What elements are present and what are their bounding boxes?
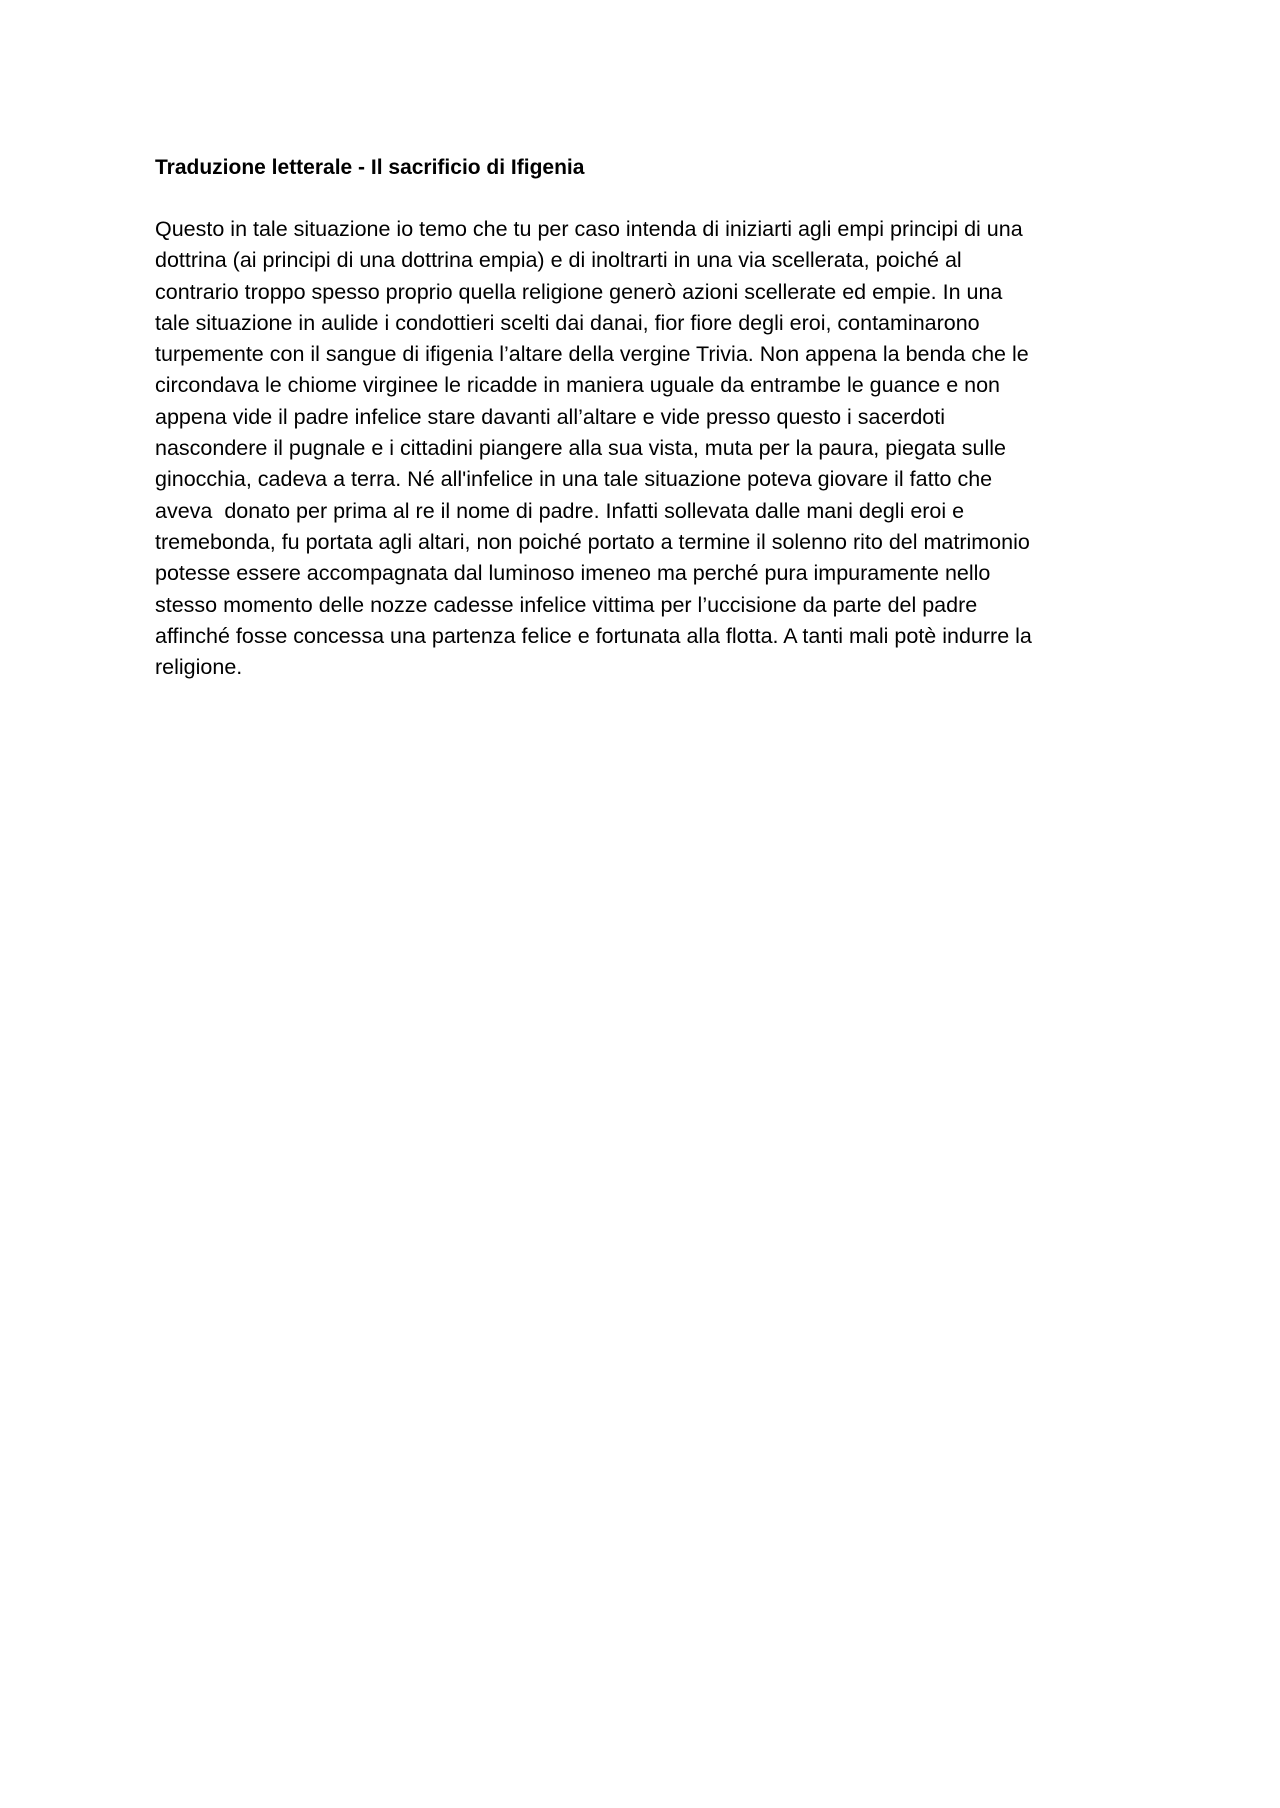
body-line: aveva donato per prima al re il nome di padre. Infatti sollevata dalle mani degli eroi e: [155, 498, 965, 523]
body-line: ginocchia, cadeva a terra. Né all'infelice in una tale situazione poteva giovare il fatto che: [155, 467, 993, 492]
document-body: [155, 214, 1130, 683]
body-line: religione.: [155, 655, 243, 680]
body-line: stesso momento delle nozze cadesse infelice vittima per l’uccisione da parte del padre: [155, 592, 978, 617]
body-line: circondava le chiome virginee le ricadde in maniera uguale da entrambe le guance e non: [155, 373, 1000, 398]
body-line: appena vide il padre infelice stare davanti all’altare e vide presso questo i sacerdoti: [155, 404, 945, 429]
document-content: [155, 152, 1130, 683]
body-line: affinché fosse concessa una partenza felice e fortunata alla flotta. A tanti mali potè indurre la: [155, 623, 1032, 648]
body-line: potesse essere accompagnata dal luminoso imeneo ma perché pura impuramente nello: [155, 561, 991, 586]
body-line: tale situazione in aulide i condottieri scelti dai danai, fior fiore degli eroi, contaminarono: [155, 310, 980, 335]
body-line: turpemente con il sangue di ifigenia l’altare della vergine Trivia. Non appena la benda che le: [155, 342, 1029, 367]
body-line: nascondere il pugnale e i cittadini piangere alla sua vista, muta per la paura, piegata sulle: [155, 436, 1006, 461]
document-title: Traduzione letterale - Il sacrificio di Ifigenia: [155, 156, 585, 179]
body-line: Questo in tale situazione io temo che tu per caso intenda di iniziarti agli empi principi di una: [155, 217, 1023, 241]
body-line: dottrina (ai principi di una dottrina empia) e di inoltrarti in una via scellerata, poiché al: [155, 248, 962, 273]
body-line: tremebonda, fu portata agli altari, non poiché portato a termine il solenno rito del matrimonio: [155, 529, 1030, 554]
body-line: contrario troppo spesso proprio quella religione generò azioni scellerate ed empie. In una: [155, 279, 1003, 304]
